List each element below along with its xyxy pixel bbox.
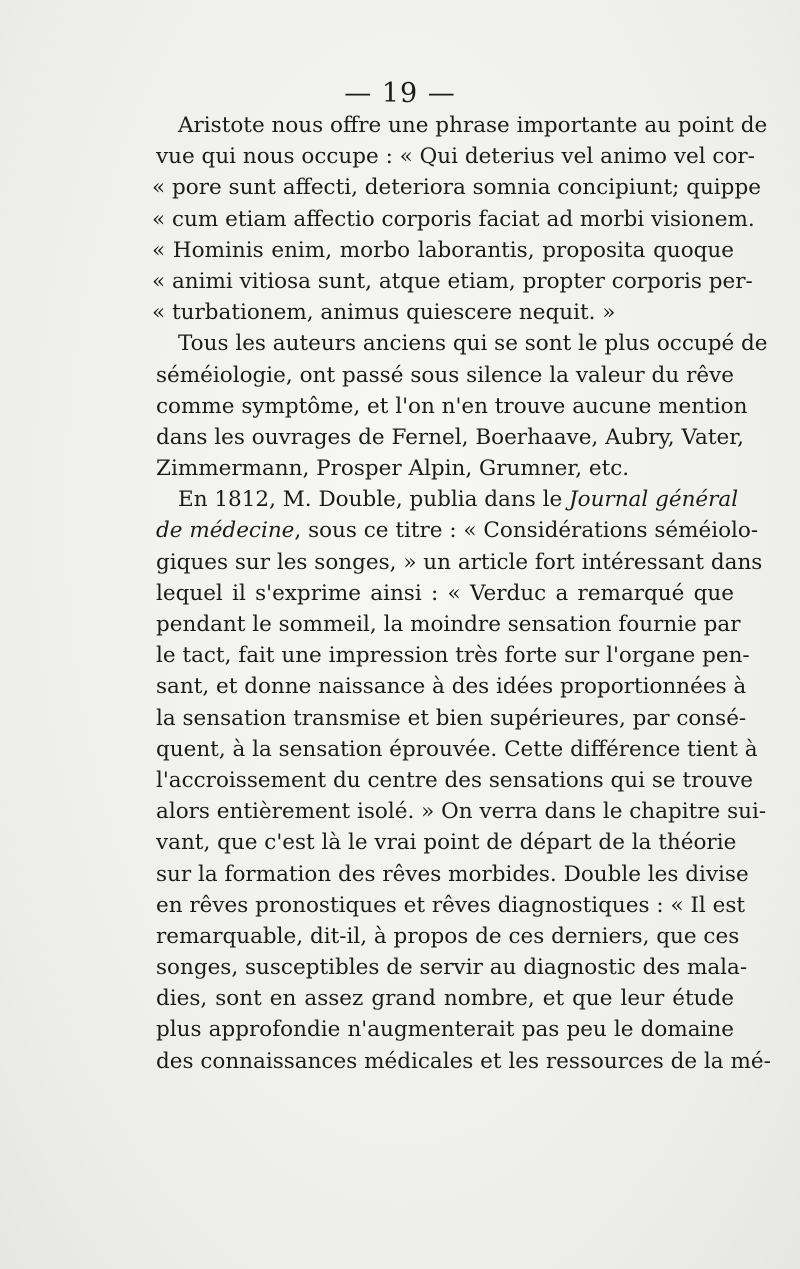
text-line: songes, susceptibles de servir au diagnostic des mala- <box>156 955 748 981</box>
text-line: Zimmermann, Prosper Alpin, Grumner, etc. <box>156 456 630 482</box>
text-line: des connaissances médicales et les ressources de la mé- <box>156 1048 771 1074</box>
body-text <box>152 110 771 1077</box>
text-line: « turbationem, animus quiescere nequit. » <box>152 300 616 326</box>
text-line: comme symptôme, et l'on n'en trouve aucune mention <box>156 393 748 419</box>
text-line: giques sur les songes, » un article fort intéressant dans <box>156 549 763 575</box>
text-line: Tous les auteurs anciens qui se sont le plus occupé de <box>178 331 768 357</box>
text-line: l'accroissement du centre des sensations qui se trouve <box>156 767 754 793</box>
text-line: « cum etiam affectio corporis faciat ad morbi visionem. <box>152 206 755 232</box>
text-line: quent, à la sensation éprouvée. Cette différence tient à <box>156 736 758 762</box>
text-line: plus approfondie n'augmenterait pas peu le domaine <box>156 1017 734 1043</box>
text-line: vue qui nous occupe : « Qui deterius vel animo vel cor- <box>156 144 755 170</box>
text-line: dans les ouvrages de Fernel, Boerhaave, Aubry, Vater, <box>156 424 744 450</box>
text-line: Aristote nous offre une phrase importante au point de <box>178 113 768 138</box>
text-line: lequel il s'exprime ainsi : « Verduc a remarqué que <box>156 580 734 606</box>
text-line: « Hominis enim, morbo laborantis, proposita quoque <box>152 237 734 263</box>
journal-title: de médecine <box>156 518 295 544</box>
text-line: sant, et donne naissance à des idées proportionnées à <box>156 674 747 700</box>
text-line: le tact, fait une impression très forte sur l'organe pen- <box>156 643 750 669</box>
text-line-part: , sous ce titre : « Considérations séméiolo- <box>294 518 759 544</box>
text-line: vant, que c'est là le vrai point de départ de la théorie <box>156 830 737 856</box>
text-line: séméiologie, ont passé sous silence la valeur du rêve <box>156 362 734 388</box>
text-line: en rêves pronostiques et rêves diagnostiques : « Il est <box>156 892 746 918</box>
page-number: — 19 — <box>344 78 456 109</box>
text-line: pendant le sommeil, la moindre sensation fournie par <box>156 612 741 637</box>
text-line: dies, sont en assez grand nombre, et que leur étude <box>156 986 734 1012</box>
text-line: « animi vitiosa sunt, atque etiam, propter corporis per- <box>152 268 753 294</box>
text-line: « pore sunt affecti, deteriora somnia concipiunt; quippe <box>152 175 761 201</box>
text-line: alors entièrement isolé. » On verra dans le chapitre sui- <box>156 799 767 825</box>
text-line: la sensation transmise et bien supérieures, par consé- <box>156 705 747 731</box>
text-line-part: En 1812, M. Double, publia dans le <box>178 487 570 513</box>
text-line <box>156 515 759 546</box>
text-line: remarquable, dit-il, à propos de ces derniers, que ces <box>156 923 740 949</box>
text-line <box>156 484 739 515</box>
journal-title: Journal général <box>569 487 739 513</box>
text-line: sur la formation des rêves morbides. Double les divise <box>156 861 749 887</box>
